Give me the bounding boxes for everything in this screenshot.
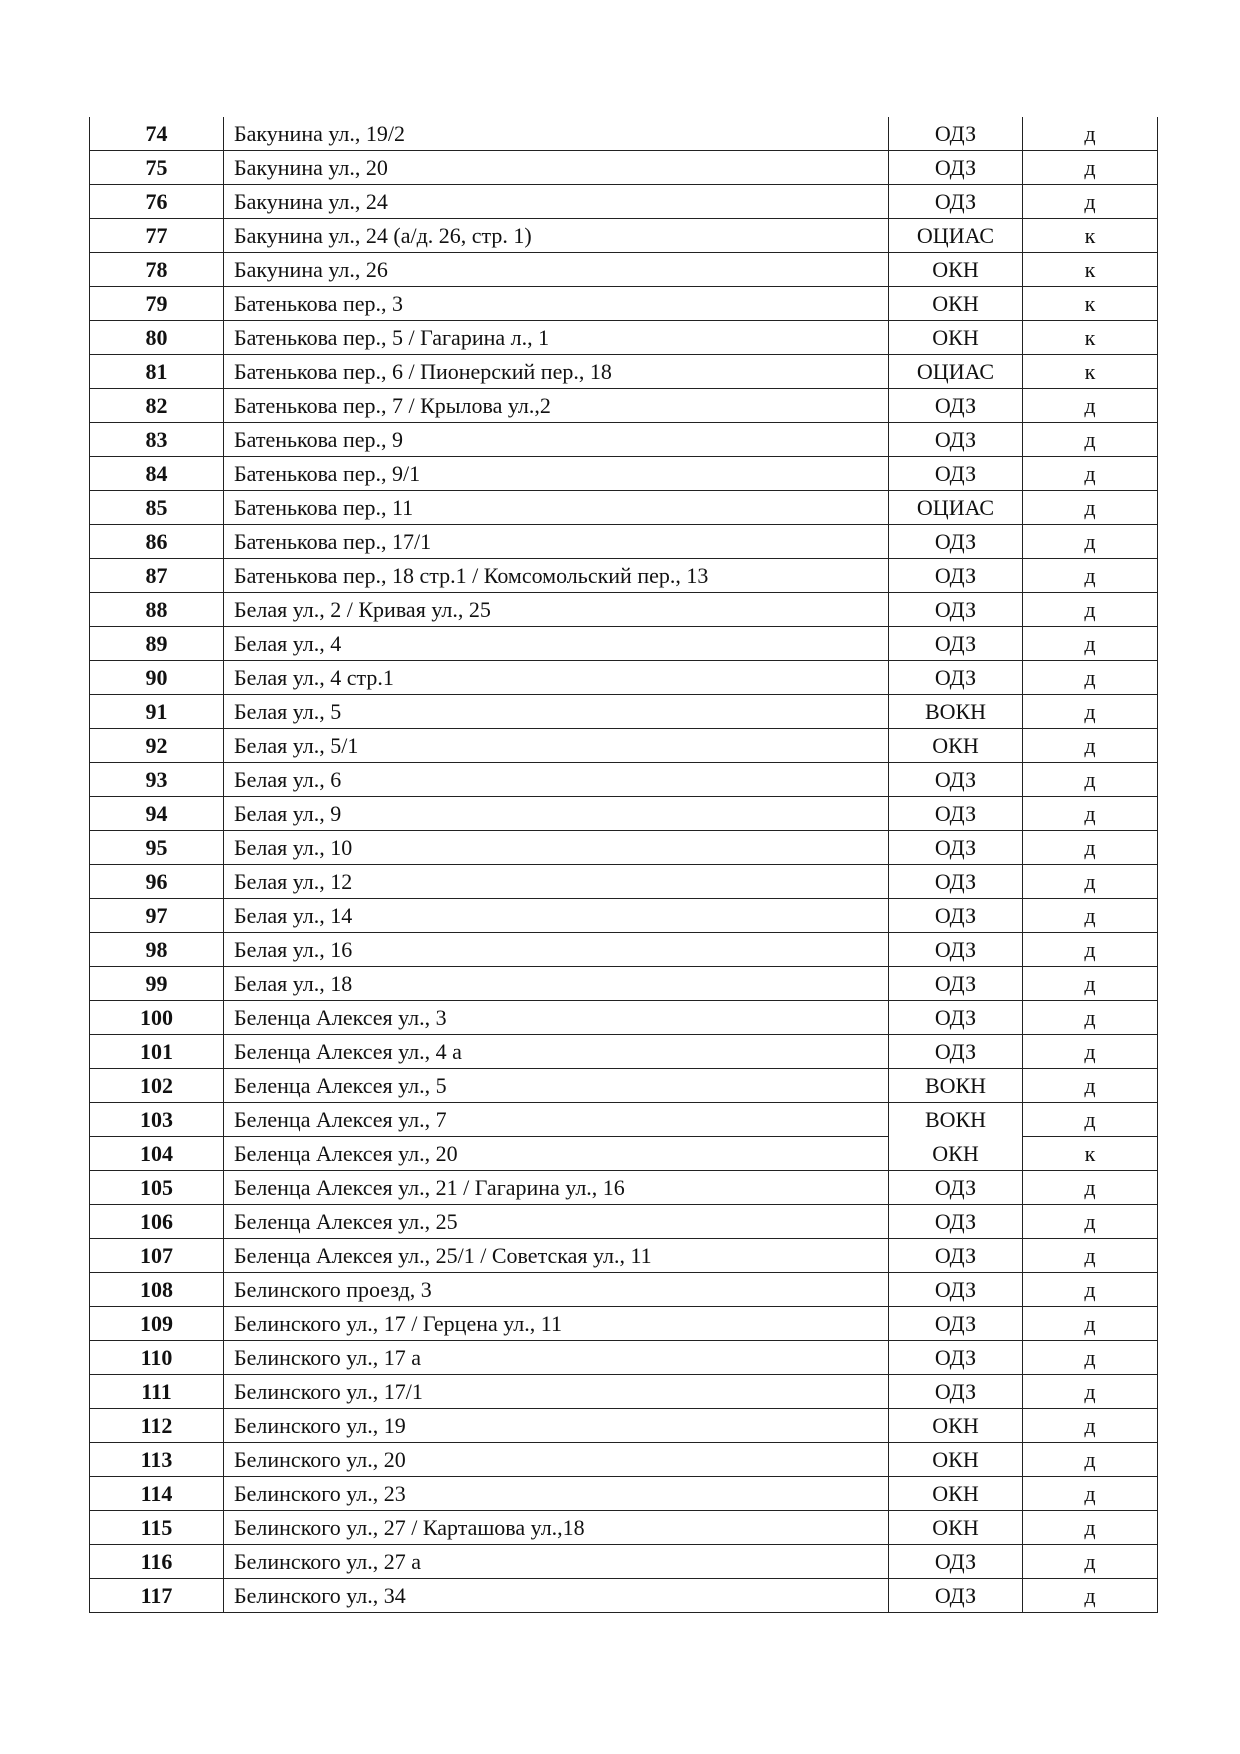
row-number: 96 bbox=[90, 865, 224, 899]
address-cell: Белая ул., 5/1 bbox=[224, 729, 889, 763]
table-row bbox=[90, 1205, 1158, 1239]
type-cell: д bbox=[1023, 899, 1158, 933]
category-cell: ОКН bbox=[889, 287, 1023, 321]
address-cell: Батенькова пер., 18 стр.1 / Комсомольский пер., 13 bbox=[224, 559, 889, 593]
address-cell: Белая ул., 18 bbox=[224, 967, 889, 1001]
category-cell: ОКН bbox=[889, 1137, 1023, 1171]
table-row bbox=[90, 661, 1158, 695]
table-row bbox=[90, 355, 1158, 389]
type-cell: д bbox=[1023, 1239, 1158, 1273]
type-cell: д bbox=[1023, 1511, 1158, 1545]
address-cell: Беленца Алексея ул., 25/1 / Советская ул., 11 bbox=[224, 1239, 889, 1273]
table-row bbox=[90, 389, 1158, 423]
table-row bbox=[90, 1579, 1158, 1613]
table-row bbox=[90, 457, 1158, 491]
row-number: 78 bbox=[90, 253, 224, 287]
table-row bbox=[90, 559, 1158, 593]
table-row bbox=[90, 1409, 1158, 1443]
type-cell: д bbox=[1023, 763, 1158, 797]
type-cell: д bbox=[1023, 525, 1158, 559]
category-cell: ОДЗ bbox=[889, 661, 1023, 695]
table-row bbox=[90, 321, 1158, 355]
type-cell: д bbox=[1023, 1409, 1158, 1443]
address-cell: Белая ул., 14 bbox=[224, 899, 889, 933]
type-cell: к bbox=[1023, 321, 1158, 355]
type-cell: д bbox=[1023, 1477, 1158, 1511]
address-cell: Белая ул., 10 bbox=[224, 831, 889, 865]
category-cell: ВОКН bbox=[889, 695, 1023, 729]
type-cell: д bbox=[1023, 1579, 1158, 1613]
row-number: 77 bbox=[90, 219, 224, 253]
address-cell: Беленца Алексея ул., 4 а bbox=[224, 1035, 889, 1069]
row-number: 89 bbox=[90, 627, 224, 661]
row-number: 84 bbox=[90, 457, 224, 491]
type-cell: д bbox=[1023, 695, 1158, 729]
address-cell: Белая ул., 6 bbox=[224, 763, 889, 797]
category-cell: ОДЗ bbox=[889, 457, 1023, 491]
table-row bbox=[90, 1239, 1158, 1273]
category-cell: ОДЗ bbox=[889, 1239, 1023, 1273]
row-number: 103 bbox=[90, 1103, 224, 1137]
type-cell: к bbox=[1023, 355, 1158, 389]
table-row bbox=[90, 899, 1158, 933]
row-number: 85 bbox=[90, 491, 224, 525]
category-cell: ОДЗ bbox=[889, 1171, 1023, 1205]
address-cell: Батенькова пер., 6 / Пионерский пер., 18 bbox=[224, 355, 889, 389]
table-row bbox=[90, 287, 1158, 321]
type-cell: д bbox=[1023, 1443, 1158, 1477]
row-number: 87 bbox=[90, 559, 224, 593]
table-row bbox=[90, 1069, 1158, 1103]
row-number: 81 bbox=[90, 355, 224, 389]
row-number: 105 bbox=[90, 1171, 224, 1205]
address-cell: Белая ул., 4 стр.1 bbox=[224, 661, 889, 695]
row-number: 116 bbox=[90, 1545, 224, 1579]
type-cell: к bbox=[1023, 219, 1158, 253]
category-cell: ОКН bbox=[889, 1443, 1023, 1477]
address-cell: Бакунина ул., 20 bbox=[224, 151, 889, 185]
type-cell: д bbox=[1023, 1273, 1158, 1307]
address-cell: Белинского ул., 27 а bbox=[224, 1545, 889, 1579]
address-cell: Бакунина ул., 19/2 bbox=[224, 117, 889, 151]
address-cell: Бакунина ул., 24 (а/д. 26, стр. 1) bbox=[224, 219, 889, 253]
type-cell: д bbox=[1023, 117, 1158, 151]
address-cell: Белинского ул., 19 bbox=[224, 1409, 889, 1443]
address-cell: Батенькова пер., 9 bbox=[224, 423, 889, 457]
category-cell: ОКН bbox=[889, 1511, 1023, 1545]
row-number: 86 bbox=[90, 525, 224, 559]
row-number: 113 bbox=[90, 1443, 224, 1477]
address-cell: Белая ул., 12 bbox=[224, 865, 889, 899]
table-row bbox=[90, 1103, 1158, 1137]
address-cell: Беленца Алексея ул., 7 bbox=[224, 1103, 889, 1137]
type-cell: д bbox=[1023, 661, 1158, 695]
category-cell: ОДЗ bbox=[889, 1545, 1023, 1579]
category-cell: ОДЗ bbox=[889, 1035, 1023, 1069]
row-number: 115 bbox=[90, 1511, 224, 1545]
type-cell: к bbox=[1023, 287, 1158, 321]
row-number: 93 bbox=[90, 763, 224, 797]
type-cell: д bbox=[1023, 559, 1158, 593]
table-row bbox=[90, 1035, 1158, 1069]
row-number: 97 bbox=[90, 899, 224, 933]
type-cell: д bbox=[1023, 423, 1158, 457]
address-cell: Беленца Алексея ул., 25 bbox=[224, 1205, 889, 1239]
table-row bbox=[90, 1545, 1158, 1579]
category-cell: ОДЗ bbox=[889, 797, 1023, 831]
category-cell: ОДЗ bbox=[889, 1375, 1023, 1409]
table-row bbox=[90, 729, 1158, 763]
table-row bbox=[90, 1375, 1158, 1409]
type-cell: к bbox=[1023, 1137, 1158, 1171]
type-cell: д bbox=[1023, 1545, 1158, 1579]
type-cell: д bbox=[1023, 933, 1158, 967]
category-cell: ВОКН bbox=[889, 1103, 1023, 1137]
category-cell: ВОКН bbox=[889, 1069, 1023, 1103]
category-cell: ОЦИАС bbox=[889, 219, 1023, 253]
category-cell: ОДЗ bbox=[889, 1341, 1023, 1375]
objects-table bbox=[89, 117, 1158, 1613]
row-number: 110 bbox=[90, 1341, 224, 1375]
row-number: 92 bbox=[90, 729, 224, 763]
row-number: 101 bbox=[90, 1035, 224, 1069]
category-cell: ОЦИАС bbox=[889, 355, 1023, 389]
category-cell: ОДЗ bbox=[889, 1205, 1023, 1239]
category-cell: ОДЗ bbox=[889, 185, 1023, 219]
row-number: 102 bbox=[90, 1069, 224, 1103]
row-number: 109 bbox=[90, 1307, 224, 1341]
table-row bbox=[90, 1511, 1158, 1545]
type-cell: д bbox=[1023, 1069, 1158, 1103]
table-row bbox=[90, 831, 1158, 865]
table-row bbox=[90, 593, 1158, 627]
category-cell: ОДЗ bbox=[889, 1273, 1023, 1307]
table-row bbox=[90, 1477, 1158, 1511]
type-cell: д bbox=[1023, 185, 1158, 219]
row-number: 108 bbox=[90, 1273, 224, 1307]
type-cell: д bbox=[1023, 729, 1158, 763]
address-cell: Белинского ул., 27 / Карташова ул.,18 bbox=[224, 1511, 889, 1545]
type-cell: д bbox=[1023, 457, 1158, 491]
table-row bbox=[90, 763, 1158, 797]
address-cell: Белинского проезд, 3 bbox=[224, 1273, 889, 1307]
table-row bbox=[90, 865, 1158, 899]
category-cell: ОКН bbox=[889, 729, 1023, 763]
row-number: 117 bbox=[90, 1579, 224, 1613]
row-number: 79 bbox=[90, 287, 224, 321]
category-cell: ОДЗ bbox=[889, 423, 1023, 457]
type-cell: д bbox=[1023, 1035, 1158, 1069]
category-cell: ОДЗ bbox=[889, 865, 1023, 899]
row-number: 95 bbox=[90, 831, 224, 865]
category-cell: ОКН bbox=[889, 1409, 1023, 1443]
table-row bbox=[90, 1001, 1158, 1035]
type-cell: д bbox=[1023, 1341, 1158, 1375]
table-row bbox=[90, 967, 1158, 1001]
type-cell: д bbox=[1023, 627, 1158, 661]
address-cell: Батенькова пер., 7 / Крылова ул.,2 bbox=[224, 389, 889, 423]
type-cell: д bbox=[1023, 831, 1158, 865]
category-cell: ОДЗ bbox=[889, 593, 1023, 627]
type-cell: д bbox=[1023, 1205, 1158, 1239]
table-row bbox=[90, 1273, 1158, 1307]
type-cell: к bbox=[1023, 253, 1158, 287]
row-number: 104 bbox=[90, 1137, 224, 1171]
type-cell: д bbox=[1023, 1171, 1158, 1205]
row-number: 111 bbox=[90, 1375, 224, 1409]
type-cell: д bbox=[1023, 1307, 1158, 1341]
category-cell: ОДЗ bbox=[889, 559, 1023, 593]
row-number: 82 bbox=[90, 389, 224, 423]
row-number: 99 bbox=[90, 967, 224, 1001]
row-number: 98 bbox=[90, 933, 224, 967]
category-cell: ОДЗ bbox=[889, 117, 1023, 151]
address-cell: Белая ул., 16 bbox=[224, 933, 889, 967]
category-cell: ОКН bbox=[889, 321, 1023, 355]
category-cell: ОКН bbox=[889, 1477, 1023, 1511]
type-cell: д bbox=[1023, 865, 1158, 899]
objects-table-body bbox=[90, 117, 1158, 1613]
row-number: 74 bbox=[90, 117, 224, 151]
type-cell: д bbox=[1023, 967, 1158, 1001]
address-cell: Белинского ул., 23 bbox=[224, 1477, 889, 1511]
address-cell: Белинского ул., 17 / Герцена ул., 11 bbox=[224, 1307, 889, 1341]
row-number: 80 bbox=[90, 321, 224, 355]
type-cell: д bbox=[1023, 491, 1158, 525]
row-number: 106 bbox=[90, 1205, 224, 1239]
address-cell: Батенькова пер., 11 bbox=[224, 491, 889, 525]
table-row bbox=[90, 933, 1158, 967]
category-cell: ОКН bbox=[889, 253, 1023, 287]
address-cell: Белая ул., 2 / Кривая ул., 25 bbox=[224, 593, 889, 627]
table-row bbox=[90, 1137, 1158, 1171]
table-row bbox=[90, 695, 1158, 729]
category-cell: ОДЗ bbox=[889, 1579, 1023, 1613]
address-cell: Белинского ул., 34 bbox=[224, 1579, 889, 1613]
row-number: 107 bbox=[90, 1239, 224, 1273]
address-cell: Беленца Алексея ул., 20 bbox=[224, 1137, 889, 1171]
table-row bbox=[90, 1307, 1158, 1341]
type-cell: д bbox=[1023, 1001, 1158, 1035]
type-cell: д bbox=[1023, 593, 1158, 627]
table-row bbox=[90, 151, 1158, 185]
address-cell: Беленца Алексея ул., 5 bbox=[224, 1069, 889, 1103]
address-cell: Белинского ул., 20 bbox=[224, 1443, 889, 1477]
category-cell: ОДЗ bbox=[889, 1307, 1023, 1341]
address-cell: Бакунина ул., 26 bbox=[224, 253, 889, 287]
table-row bbox=[90, 219, 1158, 253]
row-number: 94 bbox=[90, 797, 224, 831]
category-cell: ОДЗ bbox=[889, 831, 1023, 865]
row-number: 75 bbox=[90, 151, 224, 185]
address-cell: Батенькова пер., 3 bbox=[224, 287, 889, 321]
table-row bbox=[90, 1171, 1158, 1205]
table-row bbox=[90, 525, 1158, 559]
address-cell: Белая ул., 9 bbox=[224, 797, 889, 831]
category-cell: ОДЗ bbox=[889, 525, 1023, 559]
row-number: 100 bbox=[90, 1001, 224, 1035]
address-cell: Белинского ул., 17 а bbox=[224, 1341, 889, 1375]
type-cell: д bbox=[1023, 389, 1158, 423]
category-cell: ОДЗ bbox=[889, 899, 1023, 933]
table-row bbox=[90, 253, 1158, 287]
category-cell: ОЦИАС bbox=[889, 491, 1023, 525]
table-row bbox=[90, 185, 1158, 219]
category-cell: ОДЗ bbox=[889, 389, 1023, 423]
table-row bbox=[90, 1443, 1158, 1477]
table-row bbox=[90, 1341, 1158, 1375]
row-number: 88 bbox=[90, 593, 224, 627]
address-cell: Батенькова пер., 9/1 bbox=[224, 457, 889, 491]
row-number: 112 bbox=[90, 1409, 224, 1443]
type-cell: д bbox=[1023, 1103, 1158, 1137]
table-row bbox=[90, 491, 1158, 525]
category-cell: ОДЗ bbox=[889, 1001, 1023, 1035]
row-number: 91 bbox=[90, 695, 224, 729]
type-cell: д bbox=[1023, 1375, 1158, 1409]
type-cell: д bbox=[1023, 151, 1158, 185]
category-cell: ОДЗ bbox=[889, 967, 1023, 1001]
table-row bbox=[90, 627, 1158, 661]
address-cell: Беленца Алексея ул., 3 bbox=[224, 1001, 889, 1035]
address-cell: Белая ул., 4 bbox=[224, 627, 889, 661]
row-number: 114 bbox=[90, 1477, 224, 1511]
address-cell: Беленца Алексея ул., 21 / Гагарина ул., 16 bbox=[224, 1171, 889, 1205]
table-row bbox=[90, 423, 1158, 457]
category-cell: ОДЗ bbox=[889, 763, 1023, 797]
address-cell: Бакунина ул., 24 bbox=[224, 185, 889, 219]
table-row bbox=[90, 117, 1158, 151]
table-row bbox=[90, 797, 1158, 831]
row-number: 83 bbox=[90, 423, 224, 457]
type-cell: д bbox=[1023, 797, 1158, 831]
address-cell: Батенькова пер., 17/1 bbox=[224, 525, 889, 559]
category-cell: ОДЗ bbox=[889, 151, 1023, 185]
address-cell: Батенькова пер., 5 / Гагарина л., 1 bbox=[224, 321, 889, 355]
category-cell: ОДЗ bbox=[889, 933, 1023, 967]
address-cell: Белая ул., 5 bbox=[224, 695, 889, 729]
category-cell: ОДЗ bbox=[889, 627, 1023, 661]
address-cell: Белинского ул., 17/1 bbox=[224, 1375, 889, 1409]
row-number: 76 bbox=[90, 185, 224, 219]
row-number: 90 bbox=[90, 661, 224, 695]
